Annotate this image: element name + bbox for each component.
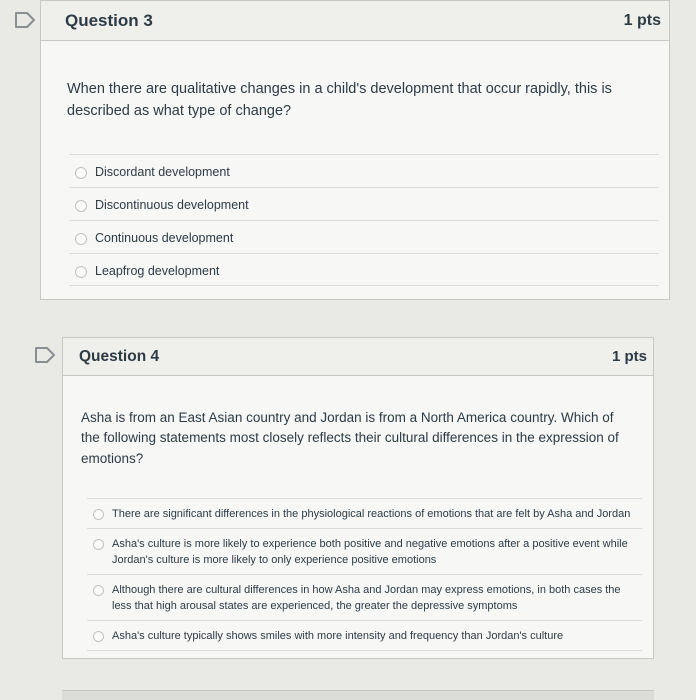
question-4-card [62, 337, 654, 659]
question-header [41, 1, 669, 41]
question-points: 1 pts [623, 11, 661, 29]
answer-label: There are significant differences in the physiological reactions of emotions that are felt by Asha and Jordan [112, 508, 631, 520]
question-title: Question 4 [79, 347, 160, 365]
answer-list [87, 498, 642, 651]
answer-label: Discordant development [95, 165, 230, 179]
question-3-card [40, 0, 670, 300]
radio-button-icon[interactable] [93, 631, 104, 642]
answer-label: Continuous development [95, 231, 234, 245]
flag-question-icon[interactable] [14, 11, 36, 29]
question-points: 1 pts [611, 348, 647, 365]
answer-label: Asha's culture is more likely to experience both positive and negative emotions after a positive event while Jordan's culture is more likely to only experience positive emotions [112, 538, 628, 566]
flag-question-icon[interactable] [34, 346, 56, 364]
next-question-edge [62, 690, 654, 700]
question-header [63, 338, 653, 376]
answer-option[interactable] [69, 220, 659, 253]
answer-label: Asha's culture typically shows smiles with more intensity and frequency than Jordan's culture [112, 629, 564, 642]
radio-button-icon[interactable] [93, 585, 104, 596]
answer-option[interactable] [69, 187, 659, 220]
radio-button-icon[interactable] [75, 233, 87, 245]
answer-option[interactable] [69, 253, 659, 286]
radio-button-icon[interactable] [93, 509, 104, 520]
answer-option[interactable] [87, 620, 642, 651]
radio-button-icon[interactable] [75, 167, 87, 179]
answer-option[interactable] [87, 528, 642, 574]
question-title: Question 3 [65, 10, 153, 30]
answer-option[interactable] [69, 154, 659, 187]
answer-option[interactable] [87, 574, 642, 620]
question-text: Asha is from an East Asian country and Jordan is from a North America country. Which of the following statements most closely reflects their cultural differences in the expression of emotions? [81, 410, 619, 466]
radio-button-icon[interactable] [93, 539, 104, 550]
answer-label: Although there are cultural differences in how Asha and Jordan may express emotions, in both cases the less that high arousal states are experienced, the greater the depressive symptoms [112, 584, 621, 612]
question-text: When there are qualitative changes in a child's development that occur rapidly, this is described as what type of change? [67, 81, 612, 119]
answer-list [69, 154, 659, 286]
radio-button-icon[interactable] [75, 200, 87, 212]
answer-label: Leapfrog development [95, 264, 220, 278]
answer-option[interactable] [87, 498, 642, 528]
radio-button-icon[interactable] [75, 266, 87, 278]
answer-label: Discontinuous development [95, 198, 249, 212]
